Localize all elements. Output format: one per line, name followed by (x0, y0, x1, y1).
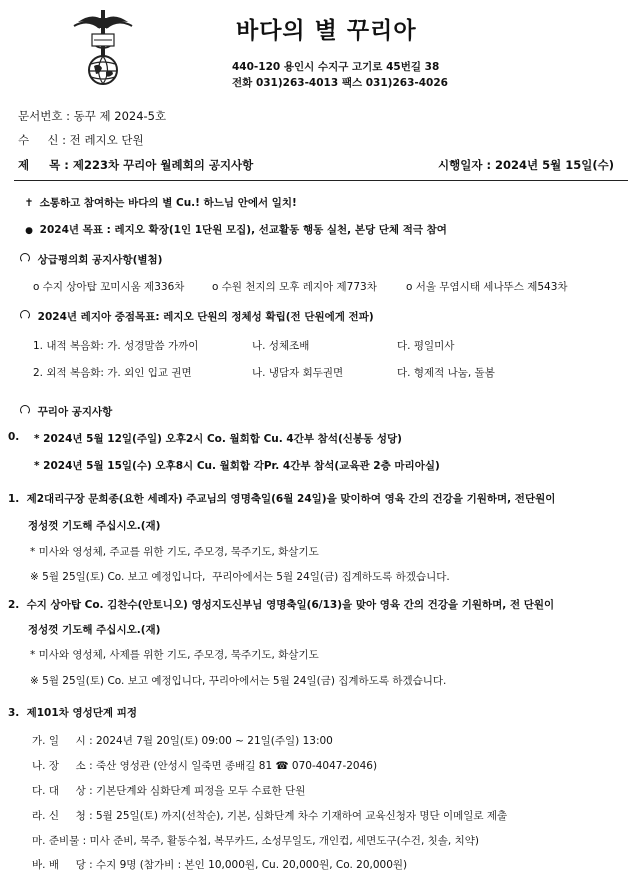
issue-date: 시행일자 : 2024년 5월 15일(수) (438, 158, 615, 172)
focus-row1-c: 다. 평일미사 (397, 340, 455, 352)
curia-logo (72, 8, 134, 88)
item3-detail: 바. 배 당 : 수지 9명 (참가비 : 본인 10,000원, Cu. 20,000원, Co. 20,000원) (32, 859, 408, 871)
focus-row2-c: 다. 형제적 나눔, 돌봄 (397, 367, 495, 379)
org-phone: 전화 031)263-4013 팩스 031)263-4026 (232, 77, 448, 89)
item0-number: 0. (8, 431, 20, 443)
item2-note-1: * 미사와 영성체, 사제를 위한 기도, 주모경, 묵주기도, 화살기도 (30, 649, 319, 661)
standing-item-1: o 수지 상아탑 꼬미시움 제336차 (33, 281, 185, 293)
org-title: 바다의 별 꾸리아 (236, 18, 417, 44)
goal-line (22, 222, 447, 237)
subject: 제 목 : 제223차 꾸리아 월례회의 공지사항 (18, 158, 254, 172)
standing-item-2: o 수원 천지의 모후 레지아 제773차 (212, 281, 377, 293)
motto-text: 소통하고 참여하는 바다의 별 Cu.! 하느님 안에서 일치! (39, 197, 297, 209)
item0-line-a: * 2024년 5월 12일(주일) 오후2시 Co. 월회합 Cu. 4간부 참석(신봉동 성당) (34, 433, 402, 445)
item3-detail: 나. 장 소 : 죽산 영성관 (안성시 일죽면 종배길 81 ☎ 070-4047-2046) (32, 760, 378, 772)
standing-heading (20, 252, 162, 267)
drop-icon: ● (25, 226, 33, 236)
focus-row2-a: 2. 외적 복음화: 가. 외인 입교 권면 (33, 367, 192, 379)
focus-heading (20, 309, 374, 324)
item1-line-2: 정성껏 기도해 주십시오.(재) (28, 520, 161, 532)
item3-heading: 3. 제101차 영성단계 피정 (8, 707, 137, 719)
item1-note-2: ※ 5월 25일(토) Co. 보고 예정입니다, 꾸리아에서는 5월 24일(금) 집계하도록 하겠습니다. (30, 571, 450, 583)
org-address: 440-120 용인시 수지구 고기로 45번길 38 (232, 61, 440, 73)
ring-bullet-icon (20, 253, 30, 263)
item3-detail: 마. 준비물 : 미사 준비, 묵주, 활동수첩, 복무카드, 소성무일도, 개인컵, 세면도구(수건, 칫솔, 치약) (32, 835, 479, 847)
item3-detail: 가. 일 시 : 2024년 7월 20일(토) 09:00 ~ 21일(주일) 13:00 (32, 735, 333, 747)
cross-icon: ✝ (24, 197, 34, 209)
item3-detail: 라. 신 청 : 5월 25일(토) 까지(선착순), 기본, 심화단계 차수 기재하여 교육신청자 명단 이메일로 제출 (32, 810, 508, 822)
curia-heading (20, 404, 112, 419)
goal-text: 2024년 목표 : 레지오 확장(1인 1단원 모집), 선교활동 행동 실천, 본당 단체 적극 참여 (39, 224, 447, 236)
curia-heading-text: 꾸리아 공지사항 (37, 406, 113, 418)
focus-heading-text: 2024년 레지아 중점목표: 레지오 단원의 정체성 확립(전 단원에게 전파) (37, 311, 374, 323)
item2-note-2: ※ 5월 25일(토) Co. 보고 예정입니다, 꾸리아에서는 5월 24일(금) 집계하도록 하겠습니다. (30, 675, 447, 687)
focus-row1-a: 1. 내적 복음화: 가. 성경말씀 가까이 (33, 340, 199, 352)
item3-detail: 다. 대 상 : 기본단계와 심화단계 피정을 모두 수료한 단원 (32, 785, 306, 797)
item2-line-2: 정성껏 기도해 주십시오.(재) (28, 624, 161, 636)
focus-row1-b: 나. 성체조배 (252, 340, 310, 352)
item0-line-b: * 2024년 5월 15일(수) 오후8시 Cu. 월회합 각Pr. 4간부 참석(교육관 2층 마리아실) (34, 460, 440, 472)
item1-note-1: * 미사와 영성체, 주교를 위한 기도, 주모경, 묵주기도, 화살기도 (30, 546, 319, 558)
item1-line-1: 1. 제2대리구장 문희종(요한 세례자) 주교님의 영명축일(6월 24일)을 맞이하여 영육 간의 건강을 기원하며, 전단원이 (8, 493, 556, 505)
recipient: 수 신 : 전 레지오 단원 (18, 133, 144, 147)
item2-line-1: 2. 수지 상아탑 Co. 김찬수(안토니오) 영성지도신부님 영명축일(6/13)을 맞아 영육 간의 건강을 기원하며, 전 단원이 (8, 599, 555, 611)
motto-line (22, 195, 297, 210)
focus-row2-b: 나. 냉담자 회두권면 (252, 367, 344, 379)
doc-number: 문서번호 : 동꾸 제 2024-5호 (18, 109, 167, 123)
standing-item-3: o 서울 무염시태 세나뚜스 제543차 (406, 281, 568, 293)
header-divider (14, 180, 628, 181)
ring-bullet-icon (20, 310, 30, 320)
ring-bullet-icon (20, 405, 30, 415)
standing-heading-text: 상급평의회 공지사항(별첨) (37, 254, 163, 266)
